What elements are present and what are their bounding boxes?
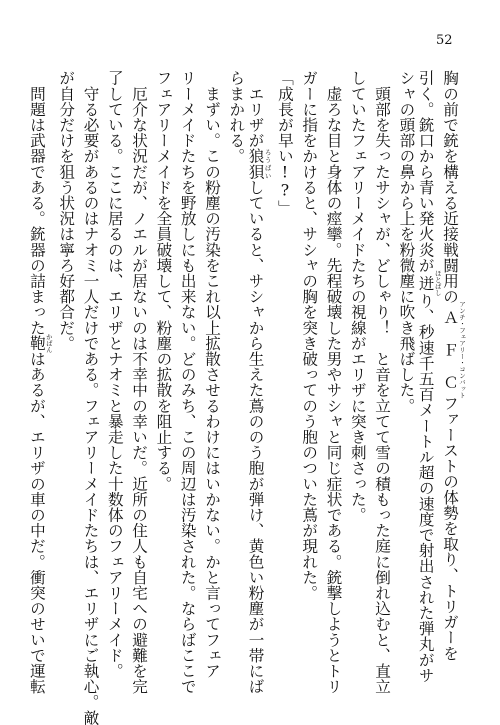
text-line: 頭部を失ったサシャが、どしゃり！ と音を立てて雪の積もった庭に倒れ込むと、直立 bbox=[373, 70, 392, 694]
text-line: 守る必要があるのはナオミ一人だけである。フェアリーメイドたちは、エリザにご執心。敵 bbox=[81, 70, 100, 725]
text-line: ガーに指をかけると、サシャの胸を突き破ってのう胞のついた蔦が現れた。 bbox=[300, 70, 319, 601]
text-line: まずい。この粉塵の汚染をこれ以上拡散させるわけにはいかない。かと言ってフェア bbox=[203, 70, 221, 679]
ruby-reading: かばん bbox=[44, 333, 53, 353]
ruby-annotation: 迸 ほとばし bbox=[416, 269, 442, 296]
ruby-reading: アンチ・フェアリー・コンバット bbox=[458, 301, 466, 399]
text-line: 胸の前で銃を構える近接戦闘用のＡＦＣ アンチ・フェアリー・コンバットファーストの体勢を取り、トリガーを bbox=[441, 70, 466, 661]
ruby-reading: ほとばし bbox=[433, 269, 442, 296]
body-text bbox=[26, 70, 466, 725]
text-line: が自分だけを狙う状況は寧ろ好都合だ。 bbox=[57, 70, 76, 351]
ruby-annotation: ＡＦＣ アンチ・フェアリー・コンバット bbox=[441, 301, 466, 399]
text-line: シャの頭部の鼻から上を粉微塵に吹き飛ばした。 bbox=[397, 70, 416, 414]
text-line: エリザが狼狽 ろうばいしていると、サシャから生えた蔦ののう胞が弾け、黄色い粉塵が一帯にば bbox=[246, 70, 272, 695]
page-number: 52 bbox=[436, 33, 453, 48]
text-line: フェアリーメイドを全員破壊して、粉塵の拡散を阻止する。 bbox=[154, 70, 173, 492]
text-line: していたフェアリーメイドたちの視線がエリザに突き刺さった。 bbox=[348, 70, 367, 523]
text-line: 厄介な状況だが、ノエルが居ないのは不幸中の幸いだ。近所の住人も自宅への避難を完 bbox=[130, 70, 149, 694]
text-line: 引く。銃口から青い発火炎が迸 ほとばしり、秒速千五百メートル超の速度で射出された弾丸がサ bbox=[416, 70, 442, 683]
ruby-reading: ろうばい bbox=[263, 148, 272, 180]
text-line: 了している。ここに居るのは、エリザとナオミと暴走した十数体のフェアリーメイド。 bbox=[105, 70, 124, 679]
text-line: 虚ろな目と身体の痙攣。先程破壊した男やサシャと同じ症状である。銃撃しようとトリ bbox=[324, 70, 343, 694]
ruby-annotation: 狼狽 ろうばい bbox=[246, 148, 272, 180]
text-line: らまかれる。 bbox=[227, 70, 246, 164]
ruby-annotation: 鞄 かばん bbox=[27, 333, 53, 353]
text-line: リーメイドたちを野放しにも出来ない。どのみち、この周辺は汚染された。ならばここで bbox=[178, 70, 197, 694]
text-line: 問題は武器である。銃器の詰まった鞄 かばんはあるが、エリザの車の中だ。衝突のせいで運転 bbox=[27, 70, 53, 695]
text-line: 「成長が早い!?」 bbox=[275, 70, 294, 216]
